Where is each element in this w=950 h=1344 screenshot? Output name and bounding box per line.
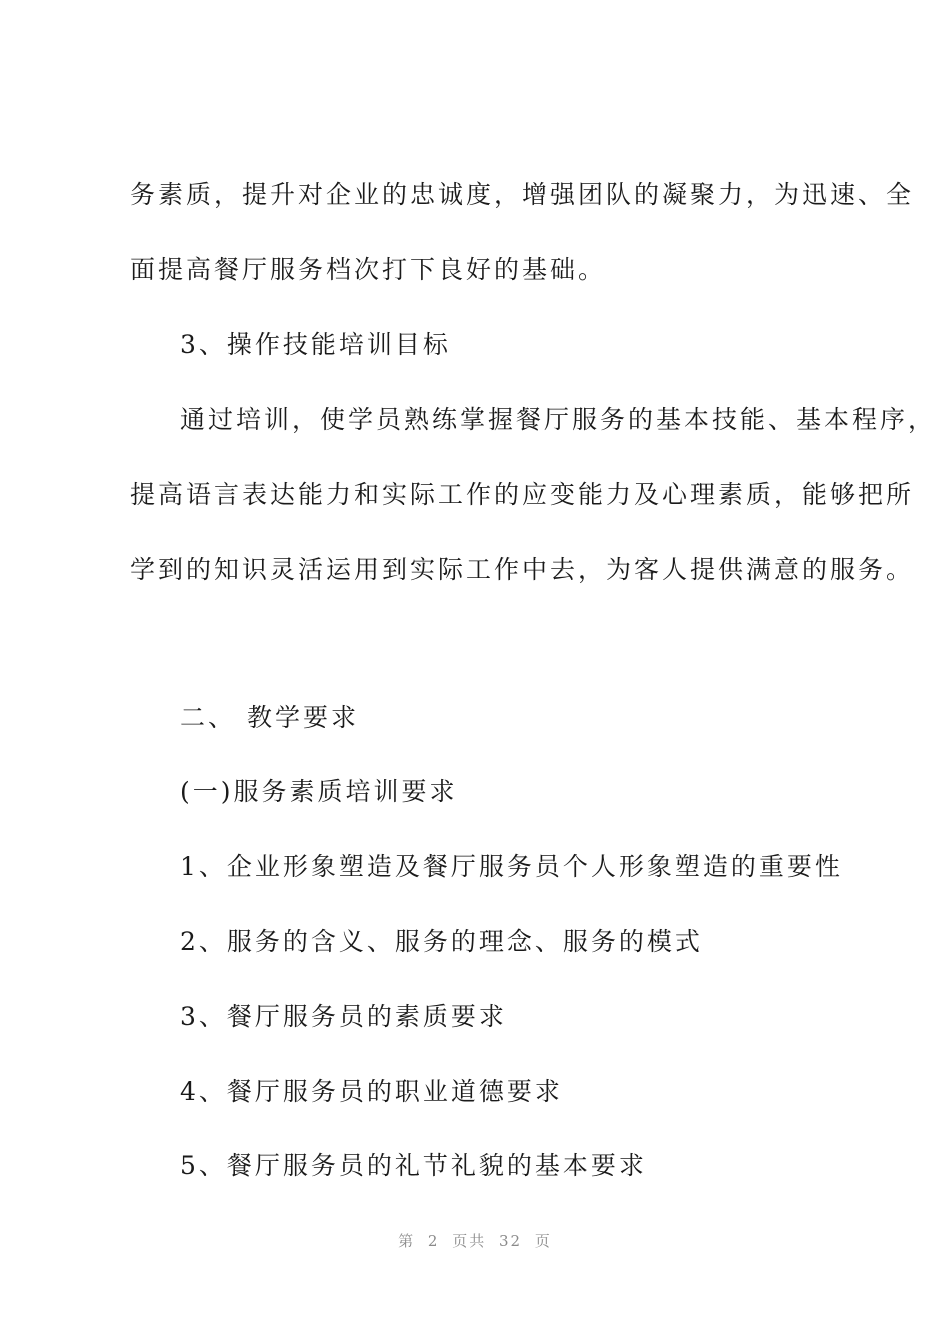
paragraph-line: 面提高餐厅服务档次打下良好的基础。	[130, 255, 607, 284]
paragraph-line: 学到的知识灵活运用到实际工作中去，为客人提供满意的服务。	[130, 555, 915, 584]
list-item: 4、餐厅服务员的职业道德要求	[180, 1077, 563, 1106]
section-heading: 3、操作技能培训目标	[180, 330, 451, 359]
list-item: 3、餐厅服务员的素质要求	[180, 1002, 507, 1031]
paragraph-line: 通过培训，使学员熟练掌握餐厅服务的基本技能、基本程序，	[180, 405, 937, 434]
section-heading: 二、 教学要求	[180, 703, 359, 732]
subsection-heading: (一)服务素质培训要求	[180, 777, 458, 806]
list-item: 1、企业形象塑造及餐厅服务员个人形象塑造的重要性	[180, 852, 843, 881]
page-number-footer: 第 2 页共 32 页	[398, 1232, 552, 1250]
list-item: 5、餐厅服务员的礼节礼貌的基本要求	[180, 1151, 647, 1180]
paragraph-line: 务素质，提升对企业的忠诚度，增强团队的凝聚力，为迅速、全	[130, 180, 915, 209]
list-item: 2、服务的含义、服务的理念、服务的模式	[180, 927, 703, 956]
paragraph-line: 提高语言表达能力和实际工作的应变能力及心理素质，能够把所	[130, 480, 915, 509]
